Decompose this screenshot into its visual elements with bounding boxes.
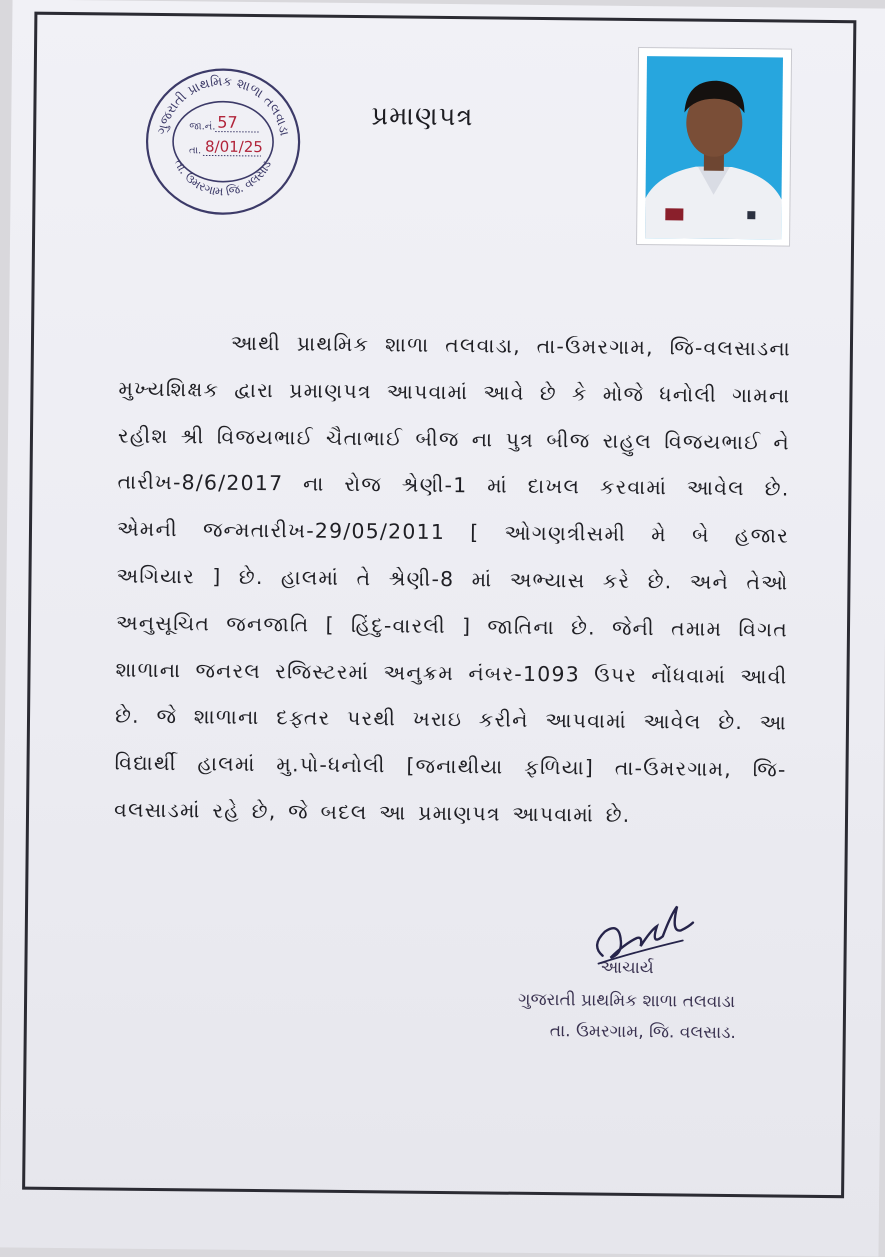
stamp-bottom-text: તા. ઉમરગામ જિ. વલસાડ xyxy=(171,157,274,199)
document-title: પ્રમાણપત્ર xyxy=(371,101,473,133)
stamp-outer-text: ગુજરાતી પ્રાથમિક શાળા તલવાડા xyxy=(155,73,292,138)
stamp-date-label: તા. xyxy=(189,145,201,156)
stamp-number-label: જા.નં. xyxy=(189,120,215,132)
school-address: તા. ઉમરગામ, જિ. વલસાડ. xyxy=(550,1021,736,1043)
stamp-number-value: 57 xyxy=(217,113,238,132)
designation: આચાર્ય xyxy=(600,958,654,979)
certificate-body: આથી પ્રાથમિક શાળા તલવાડા, તા-ઉમરગામ, જિ-વલસાડના મુખ્યશિક્ષક દ્વારા પ્રમાણપત્ર આપવામાં આવે છે કે મોજે ધનોલી ગામના રહીશ શ્રી વિજયભાઈ ચૈતાભાઈ બીજ ના પુત્ર બીજ રાહુલ વિજયભાઈ ને તારીખ-8/6/2017 ના રોજ શ્રેણી-1 માં દાખલ કરવામાં આવેલ છે. એમની જન્મતારીખ-29/05/2011 [ ઓગણત્રીસમી મે બે હજાર અગિયાર ] છે. હાલમાં તે શ્રેણી-8 માં અભ્યાસ કરે છે. અને તેઓ અનુસૂચિત જનજાતિ [ હિંદુ-વારલી ] જાતિના છે. જેની તમામ વિગત શાળાના જનરલ રજિસ્ટરમાં અનુક્રમ નંબર-1093 ઉપર નોંધવામાં આવી છે. જે શાળાના દફ્તર પરથી ખરાઇ કરીને આપવામાં આવેલ છે. આ વિદ્યાર્થી હાલમાં મુ.પો-ધનોલી [જનાથીયા ફળિયા] તા-ઉમરગામ, જિ-વલસાડમાં રહે છે, જે બદલ આ પ્રમાણપત્ર આપવામાં છે. xyxy=(114,319,791,841)
school-name: ગુજરાતી પ્રાથમિક શાળા તલવાડા xyxy=(518,990,735,1012)
stamp-date-value: 8/01/25 xyxy=(205,137,263,156)
school-stamp-icon xyxy=(142,65,304,217)
student-photo-icon xyxy=(637,48,791,246)
